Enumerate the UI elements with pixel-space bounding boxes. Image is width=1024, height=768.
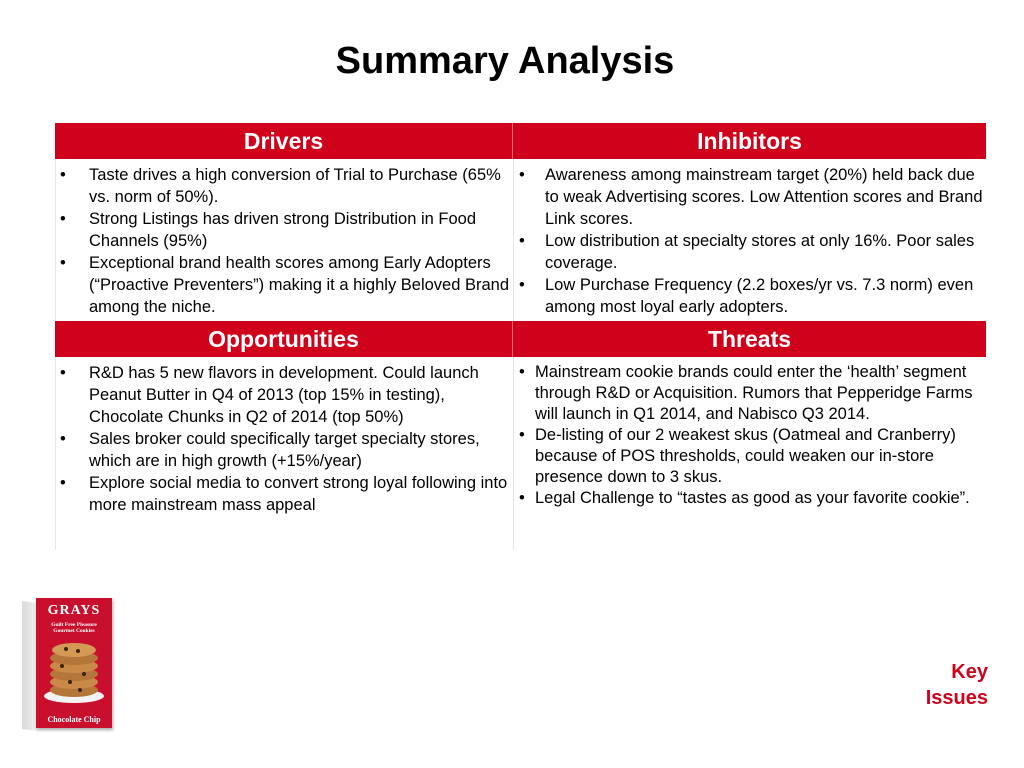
product-tagline <box>36 622 112 634</box>
inhibitors-list <box>514 164 986 318</box>
inhibitors-item: • Low distribution at specialty stores at only 16%. Poor sales coverage. <box>514 230 986 274</box>
content-row-top <box>55 159 986 321</box>
threats-item: • Mainstream cookie brands could enter the ‘health’ segment through R&D or Acquisition. Rumors that Pepperidge Farms will launch in Q1 2014, and Nabisco Q3 2014. <box>514 362 986 425</box>
chocolate-chip <box>64 647 68 651</box>
product-tagline-2: Gourmet Cookies <box>53 628 95 634</box>
chocolate-chip <box>78 688 82 692</box>
key-issues-line-2: Issues <box>925 687 988 709</box>
chocolate-chip <box>76 649 80 653</box>
page-title: Summary Analysis <box>335 40 675 82</box>
inhibitors-item: • Awareness among mainstream target (20%) held back due to weak Advertising scores. Low Attention scores and Brand Link scores. <box>514 164 986 230</box>
content-row-bottom <box>55 357 986 550</box>
drivers-list <box>56 164 513 318</box>
opportunities-cell <box>55 357 513 550</box>
drivers-header: Drivers <box>55 123 513 159</box>
key-issues-line-1: Key <box>951 661 988 683</box>
key-issues-label <box>926 659 988 711</box>
threats-cell <box>513 357 986 550</box>
product-flavor: Chocolate Chip <box>47 715 101 724</box>
drivers-cell <box>55 159 513 321</box>
threats-header: Threats <box>513 321 986 357</box>
opportunities-item: • R&D has 5 new flavors in development. Could launch Peanut Butter in Q4 of 2013 (top 15% in testing), Chocolate Chunks in Q2 of 2014 (top 50%) <box>56 362 513 428</box>
drivers-item: • Exceptional brand health scores among Early Adopters (“Proactive Preventers”) making it a highly Beloved Brand among the niche. <box>56 252 513 318</box>
threats-list <box>514 362 986 509</box>
opportunities-item: • Sales broker could specifically target specialty stores, which are in high growth (+15%/year) <box>56 428 513 472</box>
cookie-stack-illustration <box>42 638 106 704</box>
chocolate-chip <box>60 664 64 668</box>
cookie <box>52 643 96 657</box>
opportunities-item: • Explore social media to convert strong loyal following into more mainstream mass appeal <box>56 472 513 516</box>
header-row-top <box>55 123 986 159</box>
product-tagline-1: Guilt Free Pleasure <box>51 622 97 628</box>
inhibitors-item: • Low Purchase Frequency (2.2 boxes/yr vs. 7.3 norm) even among most loyal early adopters. <box>514 274 986 318</box>
opportunities-header: Opportunities <box>55 321 513 357</box>
product-brand: GRAYS <box>47 603 101 618</box>
opportunities-list <box>56 362 513 516</box>
inhibitors-cell <box>513 159 986 321</box>
drivers-item: • Strong Listings has driven strong Distribution in Food Channels (95%) <box>56 208 513 252</box>
threats-item: • De-listing of our 2 weakest skus (Oatmeal and Cranberry) because of POS thresholds, could weaken our in-store presence down to 3 skus. <box>514 425 986 488</box>
threats-item: • Legal Challenge to “tastes as good as your favorite cookie”. <box>514 488 986 509</box>
product-box-front <box>36 598 112 728</box>
swot-grid <box>55 123 986 550</box>
chocolate-chip <box>68 680 72 684</box>
header-row-bottom <box>55 321 986 357</box>
inhibitors-header: Inhibitors <box>513 123 986 159</box>
chocolate-chip <box>82 672 86 676</box>
product-box-image <box>22 598 114 732</box>
drivers-item: • Taste drives a high conversion of Trial to Purchase (65% vs. norm of 50%). <box>56 164 513 208</box>
